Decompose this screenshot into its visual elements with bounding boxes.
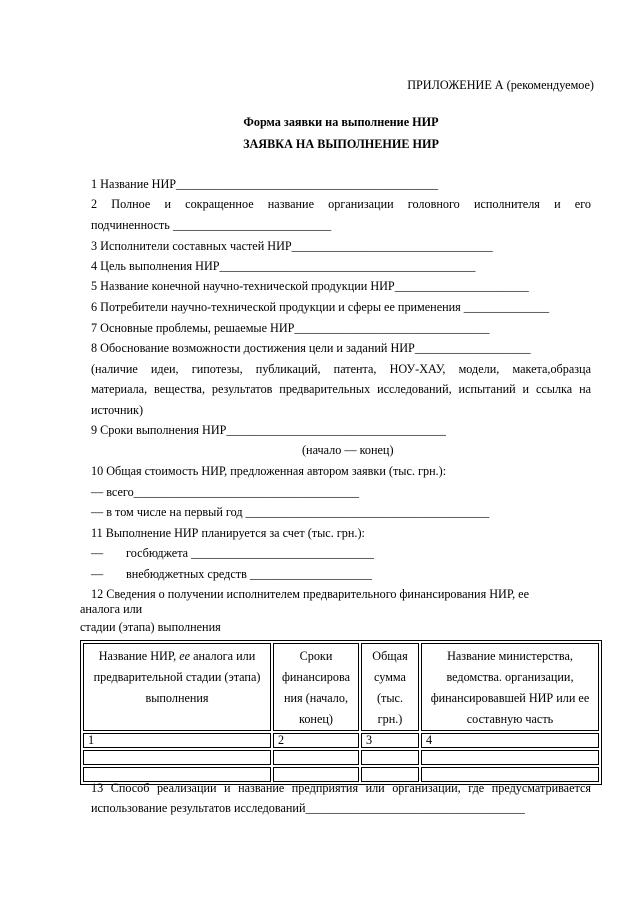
item-11-extrabudget: внебюджетных средств ____________________ bbox=[126, 567, 372, 581]
item-11-dash-2: — bbox=[91, 567, 104, 581]
financing-table bbox=[80, 640, 602, 785]
item-8-note-line2: материала, вещества, результатов предварительных исследований, испытаний и ссылка на bbox=[91, 382, 591, 396]
item-8-note-line3: источник) bbox=[91, 403, 144, 417]
item-7: 7 Основные проблемы, решаемые НИР________________________________ bbox=[91, 321, 490, 335]
header-cell-name: Название НИР, ее аналога или предварительной стадии (этапа) выполнения bbox=[83, 643, 271, 731]
table-row bbox=[83, 750, 599, 765]
table-header-row bbox=[83, 643, 599, 731]
item-11-state-budget: госбюджета ______________________________ bbox=[126, 546, 374, 560]
item-1: 1 Название НИР___________________________________________ bbox=[91, 177, 439, 191]
number-cell: 1 bbox=[83, 733, 271, 748]
item-4: 4 Цель выполнения НИР__________________________________________ bbox=[91, 259, 476, 273]
item-2-line1: 2 Полное и сокращенное название организации головного исполнителя и его bbox=[91, 197, 591, 211]
item-6: 6 Потребители научно-технической продукции и сферы ее применения ______________ bbox=[91, 300, 550, 314]
form-title: Форма заявки на выполнение НИР bbox=[243, 115, 439, 129]
item-10-first-year: — в том числе на первый год ________________________________________ bbox=[91, 505, 490, 519]
main-title: ЗАЯВКА НА ВЫПОЛНЕНИЕ НИР bbox=[243, 137, 439, 151]
item-5: 5 Название конечной научно-технической продукции НИР______________________ bbox=[91, 279, 529, 293]
item-12-line3: стадии (этапа) выполнения bbox=[80, 620, 221, 634]
item-8: 8 Обоснование возможности достижения цели и заданий НИР___________________ bbox=[91, 341, 531, 355]
item-13-line2: использование результатов исследований____________________________________ bbox=[91, 801, 525, 815]
item-8-note-line1: (наличие идеи, гипотезы, публикаций, патента, НОУ-ХАУ, модели, макета,образца bbox=[91, 362, 591, 376]
empty-cell bbox=[83, 750, 271, 765]
item-12-line2: аналога или bbox=[80, 602, 143, 616]
item-10: 10 Общая стоимость НИР, предложенная автором заявки (тыс. грн.): bbox=[91, 464, 447, 478]
item-9: 9 Сроки выполнения НИР____________________________________ bbox=[91, 423, 446, 437]
item-9-note: (начало — конец) bbox=[302, 443, 394, 457]
item-2-line2: подчиненность __________________________ bbox=[91, 218, 332, 232]
empty-cell bbox=[361, 750, 419, 765]
header-cell-terms: Сроки финансирова ния (начало, конец) bbox=[273, 643, 359, 731]
item-3: 3 Исполнители составных частей НИР_________________________________ bbox=[91, 239, 493, 253]
item-12-line1: 12 Сведения о получении исполнителем предварительного финансирования НИР, ее bbox=[91, 587, 529, 601]
empty-cell bbox=[273, 750, 359, 765]
empty-cell bbox=[421, 750, 599, 765]
item-10-total: — всего_____________________________________ bbox=[91, 485, 360, 499]
empty-cell bbox=[273, 767, 359, 782]
table-row bbox=[83, 767, 599, 782]
header-cell-sum: Общая сумма (тыс. грн.) bbox=[361, 643, 419, 731]
item-11: 11 Выполнение НИР планируется за счет (тыс. грн.): bbox=[91, 526, 365, 540]
item-13-line1: 13 Способ реализации и название предприятия или организации, где предусматривается bbox=[91, 781, 591, 795]
empty-cell bbox=[361, 767, 419, 782]
number-cell: 4 bbox=[421, 733, 599, 748]
empty-cell bbox=[421, 767, 599, 782]
appendix-label: ПРИЛОЖЕНИЕ А (рекомендуемое) bbox=[407, 78, 594, 92]
header-cell-ministry: Название министерства, ведомства. организации, финансировавшей НИР или ее составную часть bbox=[421, 643, 599, 731]
number-cell: 2 bbox=[273, 733, 359, 748]
number-cell: 3 bbox=[361, 733, 419, 748]
empty-cell bbox=[83, 767, 271, 782]
item-11-dash-1: — bbox=[91, 546, 104, 560]
table-number-row bbox=[83, 733, 599, 748]
